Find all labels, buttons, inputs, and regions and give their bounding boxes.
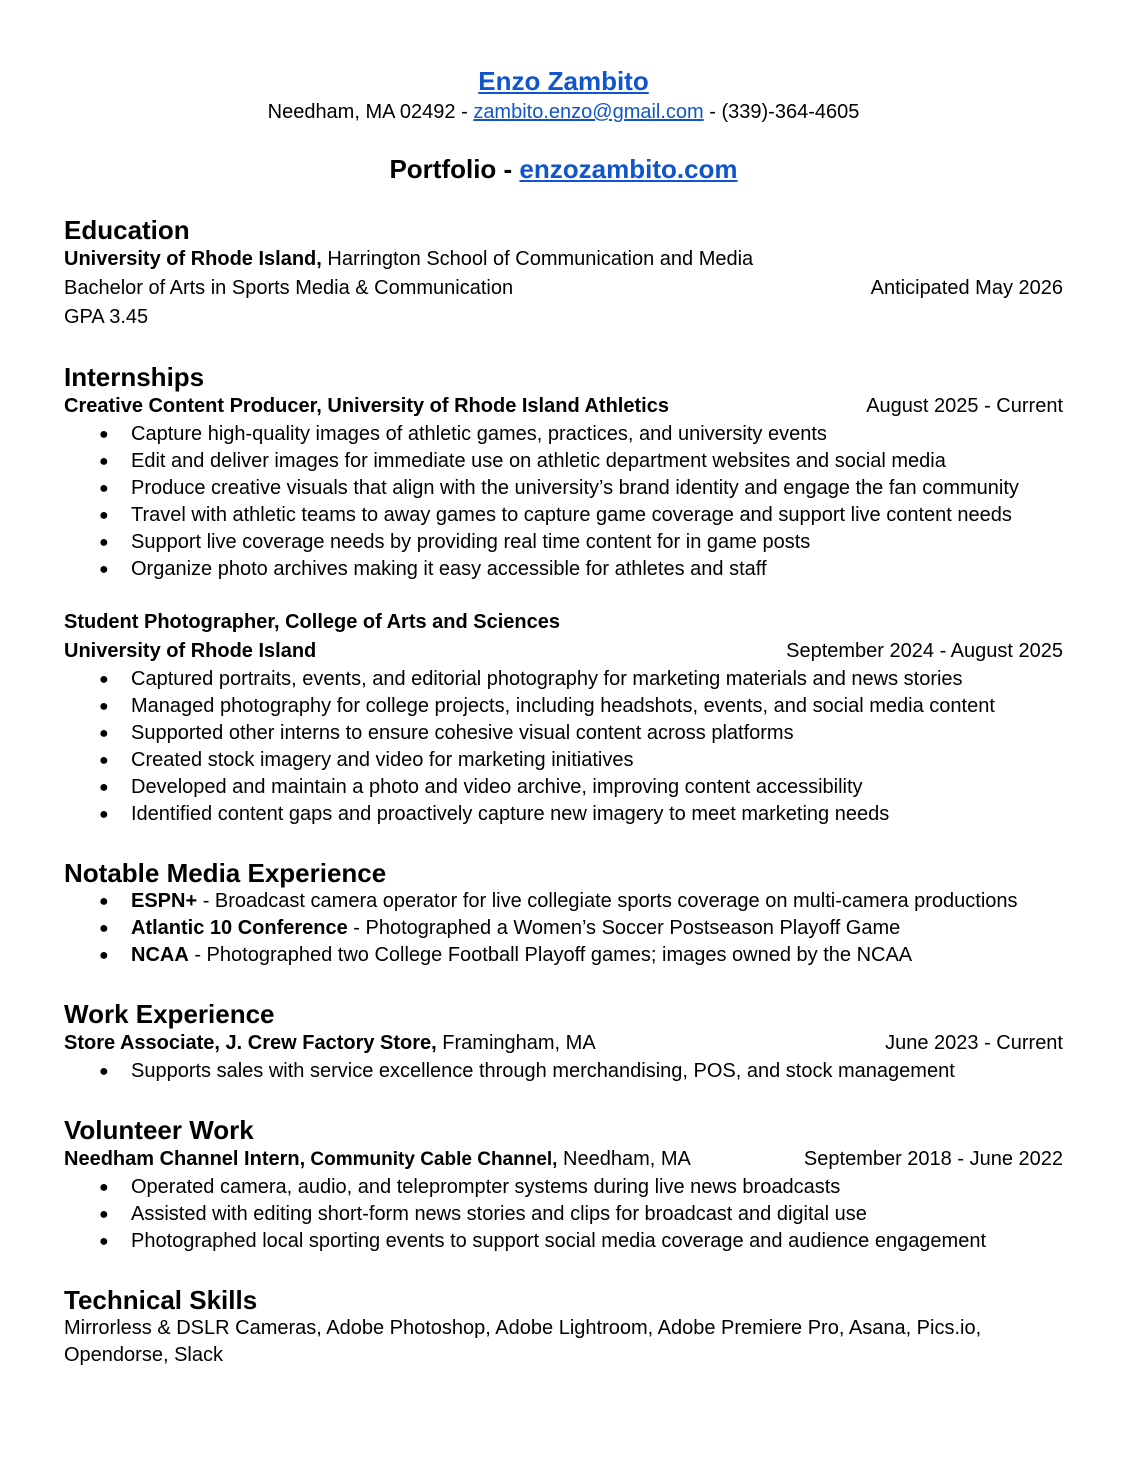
list-item	[64, 556, 1063, 583]
section-heading: Internships	[64, 362, 205, 392]
bullet-icon: ●	[99, 806, 109, 823]
bullet-icon: ●	[99, 698, 109, 715]
separator: -	[455, 101, 474, 123]
item-text: Captured portraits, events, and editorial photography for marketing materials and news stories	[131, 668, 963, 690]
section-heading: Technical Skills	[64, 1285, 258, 1315]
bullet-icon: ●	[99, 752, 109, 769]
list-item	[64, 720, 1063, 747]
bullet-icon: ●	[99, 947, 109, 964]
job-title: Creative Content Producer, University of Rhode Island Athletics	[64, 395, 669, 417]
bullet-icon: ●	[99, 1206, 109, 1223]
list-item	[64, 666, 1063, 693]
job-subtitle: University of Rhode Island	[64, 640, 317, 662]
date: September 2018 - June 2022	[803, 1148, 1063, 1170]
job-title: Store Associate, J. Crew Factory Store,	[64, 1032, 437, 1054]
item-text: - Photographed two College Football Playoff games; images owned by the NCAA	[188, 944, 913, 966]
section-heading: Notable Media Experience	[64, 858, 387, 888]
item-text: Assisted with editing short-form news stories and clips for broadcast and digital use	[131, 1203, 867, 1225]
date: September 2024 - August 2025	[786, 640, 1063, 662]
bullet-list	[64, 888, 1063, 969]
list-item	[64, 529, 1063, 556]
section-heading: Work Experience	[64, 999, 275, 1029]
item-text: Support live coverage needs by providing real time content for in game posts	[131, 531, 811, 553]
bullet-icon: ●	[99, 1179, 109, 1196]
name-link[interactable]: Enzo Zambito	[478, 66, 649, 96]
job-row	[64, 1029, 1063, 1058]
portfolio-line	[64, 154, 1063, 184]
location: Framingham, MA	[436, 1032, 596, 1054]
item-text: Identified content gaps and proactively capture new imagery to meet marketing needs	[131, 803, 890, 825]
item-text: Supports sales with service excellence through merchandising, POS, and stock management	[131, 1060, 955, 1082]
list-item	[64, 1174, 1063, 1201]
item-text: Developed and maintain a photo and video archive, improving content accessibility	[131, 776, 863, 798]
list-item	[64, 1058, 1063, 1085]
item-text: Operated camera, audio, and teleprompter systems during live news broadcasts	[131, 1176, 841, 1198]
list-item	[64, 421, 1063, 448]
org-name: Community Cable Channel,	[305, 1149, 558, 1170]
list-item	[64, 801, 1063, 828]
work-section	[64, 999, 1063, 1085]
list-item	[64, 448, 1063, 475]
phone: (339)-364-4605	[721, 101, 860, 123]
date: June 2023 - Current	[885, 1032, 1063, 1054]
bullet-icon: ●	[99, 671, 109, 688]
bullet-icon: ●	[99, 507, 109, 524]
list-item	[64, 747, 1063, 774]
job-title: Needham Channel Intern,	[64, 1148, 306, 1170]
portfolio-link[interactable]: enzozambito.com	[519, 154, 738, 184]
location: Needham, MA 02492	[267, 101, 456, 123]
degree-row	[64, 274, 1063, 303]
bullet-icon: ●	[99, 725, 109, 742]
bullet-icon: ●	[99, 480, 109, 497]
item-text: Travel with athletic teams to away games to capture game coverage and support live content needs	[131, 504, 1012, 526]
item-text: Produce creative visuals that align with the university’s brand identity and engage the fan community	[131, 477, 1019, 499]
school-line	[64, 245, 1063, 274]
item-text: Capture high-quality images of athletic games, practices, and university events	[131, 423, 827, 445]
volunteer-section	[64, 1115, 1063, 1255]
item-text: - Photographed a Women’s Soccer Postseason Playoff Game	[347, 917, 901, 939]
org-name: NCAA	[131, 944, 189, 966]
name-header	[64, 66, 1063, 96]
bullet-icon: ●	[99, 893, 109, 910]
gpa: GPA 3.45	[64, 306, 149, 328]
skills-text: Mirrorless & DSLR Cameras, Adobe Photoshop, Adobe Lightroom, Adobe Premiere Pro, Asana, Pics.io, Opendorse, Slack	[64, 1317, 982, 1366]
media-section	[64, 858, 1063, 969]
bullet-icon: ●	[99, 779, 109, 796]
org-name: Atlantic 10 Conference	[131, 917, 348, 939]
list-item	[64, 915, 1063, 942]
location: Needham, MA	[557, 1148, 691, 1170]
portfolio-label: Portfolio -	[389, 154, 520, 184]
education-section	[64, 215, 1063, 332]
org-name: ESPN+	[131, 890, 198, 912]
skills-section	[64, 1285, 1063, 1369]
list-item	[64, 1228, 1063, 1255]
bullet-icon: ●	[99, 534, 109, 551]
list-item	[64, 1201, 1063, 1228]
list-item	[64, 942, 1063, 969]
bullet-list	[64, 1174, 1063, 1255]
item-text: - Broadcast camera operator for live collegiate sports coverage on multi-camera productions	[197, 890, 1018, 912]
bullet-icon: ●	[99, 1063, 109, 1080]
section-heading: Volunteer Work	[64, 1115, 254, 1145]
bullet-icon: ●	[99, 561, 109, 578]
date: Anticipated May 2026	[870, 277, 1063, 299]
item-text: Managed photography for college projects, including headshots, events, and social media content	[131, 695, 995, 717]
contact-line	[64, 98, 1063, 126]
list-item	[64, 475, 1063, 502]
degree: Bachelor of Arts in Sports Media & Communication	[64, 277, 514, 299]
email-link[interactable]: zambito.enzo@gmail.com	[473, 101, 704, 123]
bullet-list	[64, 1058, 1063, 1085]
list-item	[64, 774, 1063, 801]
item-text: Edit and deliver images for immediate use on athletic department websites and social media	[131, 450, 946, 472]
bullet-icon: ●	[99, 1233, 109, 1250]
separator: -	[703, 101, 722, 123]
job-row	[64, 1145, 1063, 1174]
bullet-icon: ●	[99, 426, 109, 443]
bullet-icon: ●	[99, 920, 109, 937]
school-detail: Harrington School of Communication and Media	[321, 248, 754, 270]
job-row	[64, 392, 1063, 421]
job-title-line	[64, 608, 1063, 637]
item-text: Organize photo archives making it easy accessible for athletes and staff	[131, 558, 767, 580]
bullet-list	[64, 421, 1063, 583]
item-text: Photographed local sporting events to support social media coverage and audience engagement	[131, 1230, 987, 1252]
job-row	[64, 637, 1063, 666]
date: August 2025 - Current	[866, 395, 1063, 417]
job-title: Student Photographer, College of Arts and Sciences	[64, 611, 561, 633]
school-name: University of Rhode Island,	[64, 248, 322, 270]
internships-section	[64, 362, 1063, 828]
list-item	[64, 693, 1063, 720]
section-heading: Education	[64, 215, 190, 245]
item-text: Created stock imagery and video for marketing initiatives	[131, 749, 634, 771]
item-text: Supported other interns to ensure cohesive visual content across platforms	[131, 722, 794, 744]
list-item	[64, 888, 1063, 915]
resume	[64, 66, 1063, 1369]
list-item	[64, 502, 1063, 529]
bullet-list	[64, 666, 1063, 828]
bullet-icon: ●	[99, 453, 109, 470]
